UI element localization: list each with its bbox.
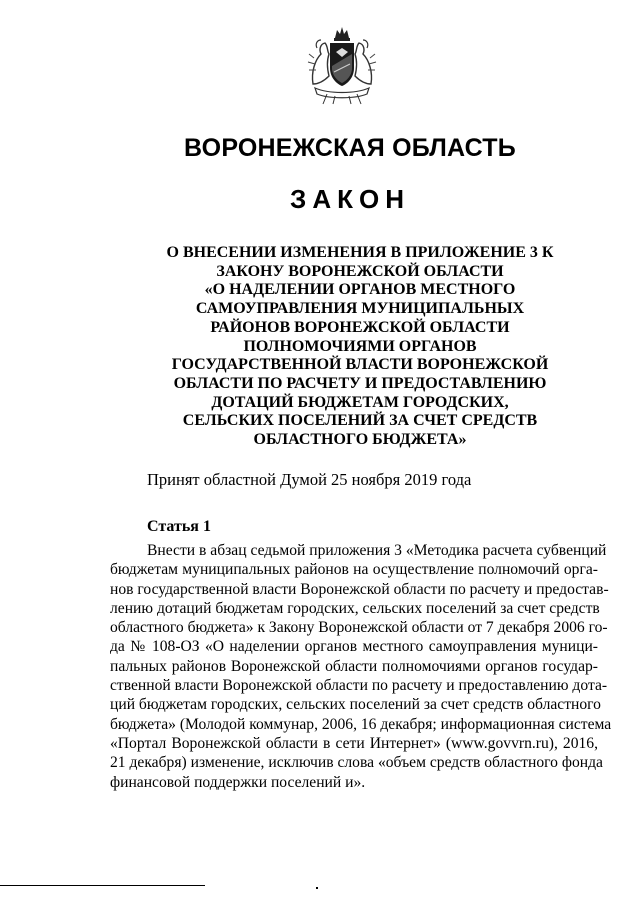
article-line: бюджета» (Молодой коммунар, 2006, 16 декабря; информационная система — [110, 715, 612, 733]
law-title — [150, 244, 570, 450]
law-title-line: РАЙОНОВ ВОРОНЕЖСКОЙ ОБЛАСТИ — [210, 318, 510, 336]
scan-artifact — [316, 887, 318, 889]
article-line: лению дотаций бюджетам городских, сельских поселений за счет средств — [110, 599, 600, 617]
article-line: финансовой поддержки поселений и». — [110, 773, 366, 791]
law-title-line: ПОЛНОМОЧИЯМИ ОРГАНОВ — [243, 337, 477, 355]
article-heading: Статья 1 — [147, 518, 211, 535]
article-line: да № 108-ОЗ «О наделении органов местного самоуправления муници- — [110, 638, 598, 656]
article-line: нов государственной власти Воронежской области по расчету и предостав- — [110, 580, 609, 598]
law-title-line: САМОУПРАВЛЕНИЯ МУНИЦИПАЛЬНЫХ — [195, 300, 525, 318]
article-line: Внести в абзац седьмой приложения 3 «Методика расчета субвенций — [147, 542, 607, 559]
adoption-date-line: Принят областной Думой 25 ноября 2019 года — [147, 470, 472, 489]
article-line: ственной власти Воронежской области по расчету и предоставлению дота- — [110, 677, 608, 695]
law-title-line: О ВНЕСЕНИИ ИЗМЕНЕНИЯ В ПРИЛОЖЕНИЕ 3 К — [166, 244, 554, 261]
footnote-divider — [0, 885, 205, 886]
law-title-line: ЗАКОНУ ВОРОНЕЖСКОЙ ОБЛАСТИ — [216, 262, 504, 280]
law-title-line: ОБЛАСТИ ПО РАСЧЕТУ И ПРЕДОСТАВЛЕНИЮ — [173, 374, 547, 392]
article-line: ций бюджетам городских, сельских поселений за счет средств областного — [110, 696, 601, 714]
law-title-line: ОБЛАСТНОГО БЮДЖЕТА» — [253, 431, 467, 449]
region-title: ВОРОНЕЖСКАЯ ОБЛАСТЬ — [184, 134, 516, 162]
article-line: «Портал Воронежской области в сети Интернет» (www.govvrn.ru), 2016, — [110, 734, 598, 752]
document-type-heading: ЗАКОН — [290, 184, 410, 214]
coat-of-arms-icon — [305, 24, 379, 106]
article-line: областного бюджета» к Закону Воронежской области от 7 декабря 2006 го- — [110, 619, 608, 637]
law-title-line: ГОСУДАРСТВЕННОЙ ВЛАСТИ ВОРОНЕЖСКОЙ — [171, 356, 549, 374]
article-line: пальных районов Воронежской области полномочиями органов государ- — [110, 657, 598, 675]
law-title-line: «О НАДЕЛЕНИИ ОРГАНОВ МЕСТНОГО — [204, 281, 516, 299]
law-title-line: ДОТАЦИЙ БЮДЖЕТАМ ГОРОДСКИХ, — [211, 393, 509, 411]
article-line: бюджетам муниципальных районов на осуществление полномочий орга- — [110, 561, 598, 579]
article-body — [110, 541, 612, 792]
law-title-line: СЕЛЬСКИХ ПОСЕЛЕНИЙ ЗА СЧЕТ СРЕДСТВ — [182, 412, 538, 430]
article-line: 21 декабря) изменение, исключив слова «объем средств областного фонда — [110, 754, 603, 772]
